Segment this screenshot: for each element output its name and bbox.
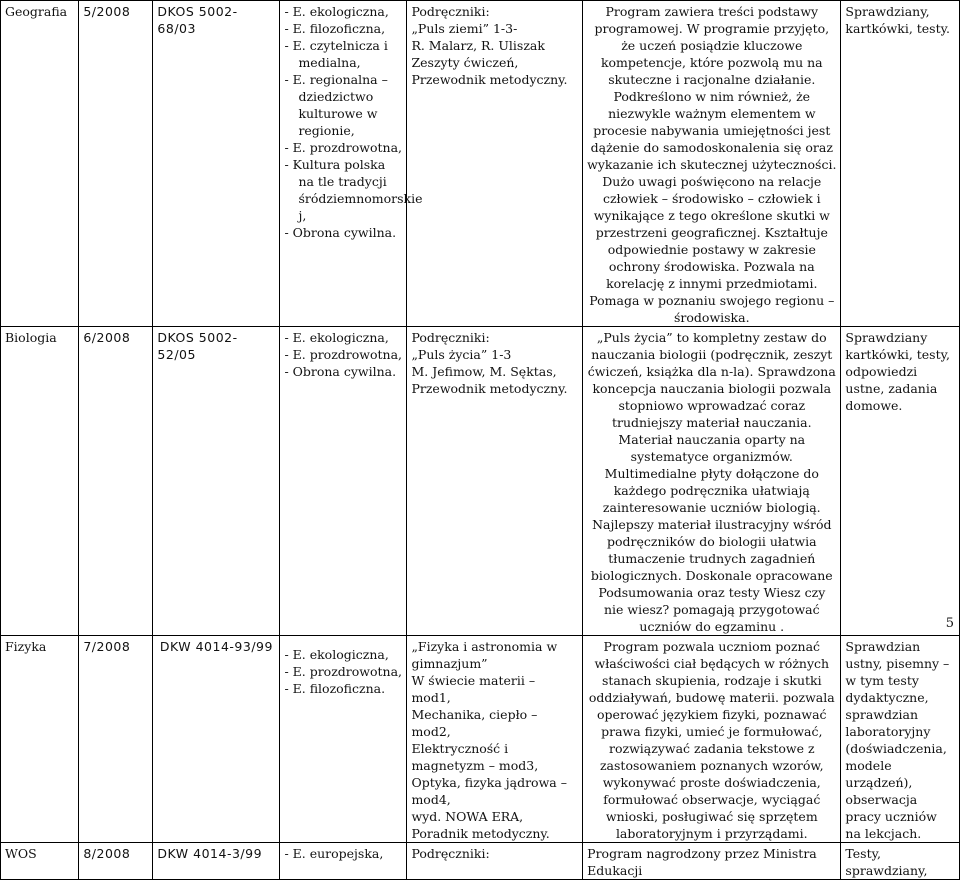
number-cell: 6/2008	[79, 327, 153, 636]
path-item: - Obrona cywilna.	[284, 364, 397, 379]
subject-cell: Biologia	[1, 327, 79, 636]
textbook-line: M. Jefimow, M. Sęktas,	[411, 364, 557, 379]
textbook-line: Przewodnik metodyczny.	[411, 381, 568, 396]
paths-cell	[280, 843, 407, 880]
evaluation-cell: Testy, sprawdziany,	[841, 843, 960, 880]
description-cell: Program zawiera treści podstawy programowej. W programie przyjęto, że uczeń posiądzie kluczowe kompetencje, które pozwolą mu na skuteczne i racjonalne działanie. Podkreślono w nim również, że niezwykle ważnym elementem w procesie nabywania umiejętności jest dążenie do samodoskonalenia się oraz wykazanie ich skutecznej użyteczności. Dużo uwagi poświęcono na relacje człowiek – środowisko – człowiek i wynikające z tego określone skutki w przestrzeni geograficznej. Kształtuje odpowiednie postawy w zakresie ochrony środowiska. Pozwala na korelację z innymi przedmiotami. Pomaga w poznaniu swojego regionu –środowiska.	[583, 1, 841, 327]
subject-cell: WOS	[1, 843, 79, 880]
number-cell: 8/2008	[79, 843, 153, 880]
textbook-line: Zeszyty ćwiczeń,	[411, 55, 519, 70]
evaluation-cell: Sprawdziany, kartkówki, testy.	[841, 1, 960, 327]
description-cell: Program pozwala uczniom poznać właściwości ciał będących w różnych stanach skupienia, rodzaje i skutki oddziaływań, budowę materii. pozwala operować językiem fizyki, poznawać prawa fizyki, umieć je formułować, rozwiązywać zadania tekstowe z zastosowaniem poznanych wzorów, wykonywać proste doświadczenia, formułować obserwacje, wyciągać wnioski, posługiwać się sprzętem laboratoryjnym i przyrządami.	[583, 636, 841, 843]
table-row-wos	[1, 843, 960, 880]
subject-cell: Geografia	[1, 1, 79, 327]
description-cell: „Puls życia” to kompletny zestaw do nauczania biologii (podręcznik, zeszyt ćwiczeń, książka dla n-la). Sprawdzona koncepcja nauczania biologii pozwala stopniowo wprowadzać coraz trudniejszy materiał nauczania. Materiał nauczania oparty na systematyce organizmów. Multimedialne płyty dołączone do każdego podręcznika ułatwiają zainteresowanie uczniów biologią. Najlepszy materiał ilustracyjny wśród podręczników do biologii ułatwia tłumaczenie trudnych zagadnień biologicznych. Doskonale opracowane Podsumowania oraz testy Wiesz czy nie wiesz? pomagają przygotować uczniów do egzaminu .	[583, 327, 841, 636]
evaluation-cell: Sprawdzian ustny, pisemny – w tym testy dydaktyczne, sprawdzian laboratoryjny (doświadczenia, modele urządzeń), obserwacja pracy uczniów na lekcjach.	[841, 636, 960, 843]
textbook-line: wyd. NOWA ERA,	[411, 809, 524, 824]
program-code-cell: DKOS 5002-68/03	[153, 1, 280, 327]
textbook-line: R. Malarz, R. Uliszak	[411, 38, 545, 53]
subject-cell: Fizyka	[1, 636, 79, 843]
path-item: - E. filozoficzna,	[284, 21, 386, 36]
textbook-line: Podręczniki:	[411, 330, 490, 345]
textbook-line: W świecie materii – mod1,	[411, 673, 536, 705]
textbook-line: Poradnik metodyczny.	[411, 826, 550, 841]
path-item: - E. europejska,	[284, 846, 384, 861]
path-item: - E. ekologiczna,	[284, 4, 389, 19]
page-number: 5	[945, 616, 954, 631]
path-item: - E. czytelnicza i medialna,	[284, 38, 388, 70]
paths-cell	[280, 327, 407, 636]
textbook-line: „Fizyka i astronomia w gimnazjum”	[411, 639, 558, 671]
path-item: - E. ekologiczna,	[284, 330, 389, 345]
path-item: - Kultura polska na tle tradycji śródziemnomorskie j,	[284, 157, 423, 223]
textbooks-cell	[407, 1, 583, 327]
path-item: - E. ekologiczna,	[284, 647, 389, 662]
evaluation-cell: Sprawdziany kartkówki, testy, odpowiedzi ustne, zadania domowe.	[841, 327, 960, 636]
program-code-cell: DKOS 5002-52/05	[153, 327, 280, 636]
path-item: - E. prozdrowotna,	[284, 664, 403, 679]
textbook-line: Przewodnik metodyczny.	[411, 72, 568, 87]
textbooks-cell	[407, 327, 583, 636]
textbook-line: „Puls ziemi” 1-3-	[411, 21, 518, 36]
table-row-geografia	[1, 1, 960, 327]
path-item: - E. regionalna – dziedzictwo kulturowe w regionie,	[284, 72, 388, 138]
program-code-cell: DKW 4014-93/99	[153, 636, 280, 843]
number-cell: 7/2008	[79, 636, 153, 843]
program-code-cell: DKW 4014-3/99	[153, 843, 280, 880]
number-cell: 5/2008	[79, 1, 153, 327]
description-cell: Program nagrodzony przez Ministra Edukacji	[583, 843, 841, 880]
table-row-fizyka	[1, 636, 960, 843]
textbook-line: Podręczniki:	[411, 4, 490, 19]
table-row-biologia	[1, 327, 960, 636]
textbook-line: Podręczniki:	[411, 846, 490, 861]
path-item: - E. filozoficzna.	[284, 681, 386, 696]
paths-cell	[280, 1, 423, 327]
textbook-line: „Puls życia” 1-3	[411, 347, 512, 362]
textbook-line: Mechanika, ciepło – mod2,	[411, 707, 538, 739]
path-item: - Obrona cywilna.	[284, 225, 397, 240]
textbook-line: Elektryczność i magnetyzm – mod3,	[411, 741, 539, 773]
paths-cell	[280, 636, 407, 843]
textbook-line: Optyka, fizyka jądrowa – mod4,	[411, 775, 567, 807]
textbooks-cell	[407, 843, 583, 880]
path-item: - E. prozdrowotna,	[284, 347, 403, 362]
path-item: - E. prozdrowotna,	[284, 140, 403, 155]
textbooks-cell	[407, 636, 583, 843]
